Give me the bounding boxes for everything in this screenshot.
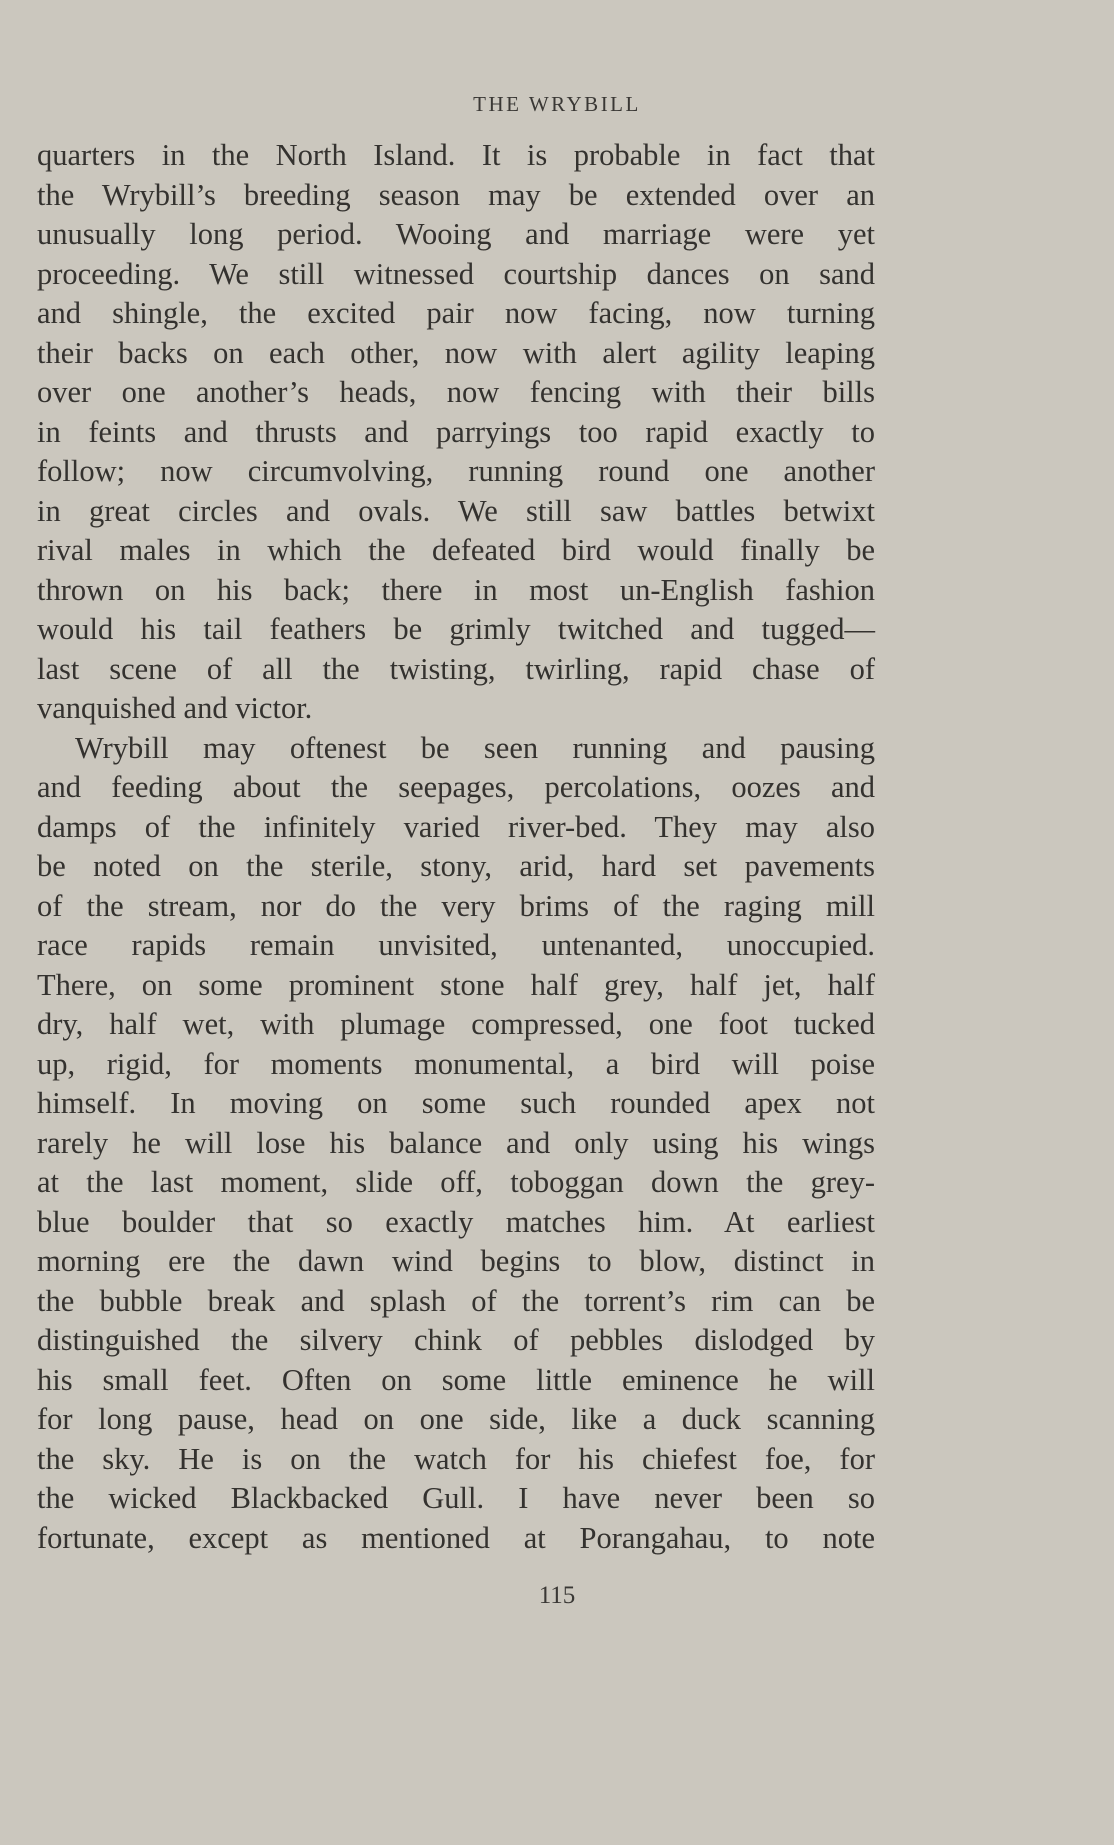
- text-line: dry, half wet, with plumage compressed, one foot tucked: [37, 1007, 875, 1041]
- text-line: There, on some prominent stone half grey, half jet, half: [37, 967, 875, 1002]
- text-line: the bubble break and splash of the torrent’s rim can be: [37, 1283, 875, 1318]
- text-line: unusually long period. Wooing and marriage were yet: [37, 217, 875, 251]
- text-line: blue boulder that so exactly matches him. At earliest: [37, 1204, 875, 1239]
- text-line: be noted on the sterile, stony, arid, hard set pavements: [37, 849, 875, 883]
- text-line: in feints and thrusts and parryings too rapid exactly to: [37, 414, 875, 449]
- page-number: 115: [538, 1582, 576, 1609]
- text-line: rarely he will lose his balance and only using his wings: [37, 1125, 875, 1160]
- text-line: of the stream, nor do the very brims of the raging mill: [37, 888, 875, 923]
- text-line: the wicked Blackbacked Gull. I have never been so: [37, 1481, 875, 1515]
- text-line: himself. In moving on some such rounded apex not: [37, 1086, 875, 1120]
- text-line: at the last moment, slide off, toboggan down the grey-: [37, 1165, 875, 1199]
- text-line: damps of the infinitely varied river-bed. They may also: [37, 809, 875, 844]
- text-line: morning ere the dawn wind begins to blow, distinct in: [37, 1244, 875, 1278]
- text-line: quarters in the North Island. It is probable in fact that: [37, 138, 875, 172]
- text-line: would his tail feathers be grimly twitched and tugged—: [37, 612, 875, 646]
- text-line: distinguished the silvery chink of pebbles dislodged by: [37, 1323, 875, 1357]
- body-text: [37, 136, 875, 1558]
- text-line: thrown on his back; there in most un-English fashion: [37, 572, 875, 607]
- text-line: the Wrybill’s breeding season may be extended over an: [37, 177, 875, 212]
- text-line: the sky. He is on the watch for his chiefest foe, for: [37, 1441, 875, 1476]
- text-line: rival males in which the defeated bird would finally be: [37, 533, 875, 567]
- text-line: up, rigid, for moments monumental, a bird will poise: [37, 1046, 875, 1081]
- text-line: in great circles and ovals. We still saw battles betwixt: [37, 493, 875, 528]
- paragraph-end-line: vanquished and victor.: [37, 691, 313, 725]
- text-line: race rapids remain unvisited, untenanted, unoccupied.: [37, 928, 875, 962]
- text-line: fortunate, except as mentioned at Porangahau, to note: [37, 1520, 875, 1555]
- text-line: and feeding about the seepages, percolations, oozes and: [37, 770, 875, 804]
- text-line: follow; now circumvolving, running round one another: [37, 454, 875, 488]
- running-head: THE WRYBILL: [473, 92, 641, 116]
- paragraph-start-line: Wrybill may oftenest be seen running and pausing: [75, 730, 875, 765]
- text-line: his small feet. Often on some little eminence he will: [37, 1362, 875, 1397]
- text-line: for long pause, head on one side, like a duck scanning: [37, 1402, 875, 1436]
- text-line: and shingle, the excited pair now facing, now turning: [37, 296, 875, 330]
- text-line: their backs on each other, now with alert agility leaping: [37, 335, 875, 370]
- text-line: last scene of all the twisting, twirling, rapid chase of: [37, 651, 875, 686]
- text-line: over one another’s heads, now fencing with their bills: [37, 375, 875, 409]
- text-line: proceeding. We still witnessed courtship dances on sand: [37, 256, 875, 291]
